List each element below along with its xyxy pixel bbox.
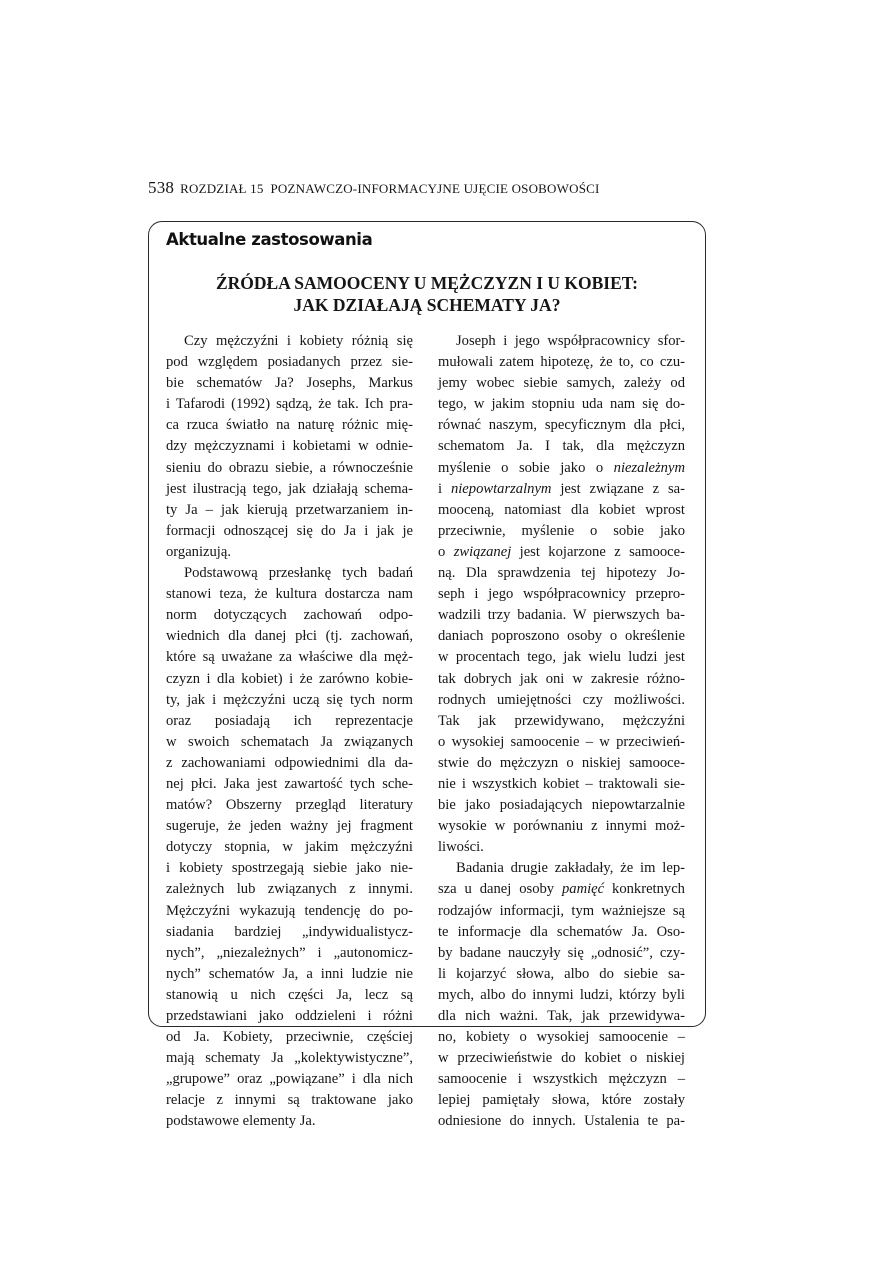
- text-line: zależnych lub związanych z innymi.: [166, 881, 413, 898]
- text-line: w przeciwieństwie do kobiet o niskiej: [438, 1050, 685, 1067]
- box-label: Aktualne zastosowania: [166, 230, 373, 249]
- text-line: Czy mężczyźni i kobiety różnią się: [184, 333, 413, 349]
- text-line: ty, jak i mężczyźni uczą się tych norm: [166, 691, 413, 708]
- text-line: samoocenie i wszystkich mężczyzn –: [438, 1071, 685, 1088]
- text-line: wysokie w porównaniu z innymi moż-: [438, 818, 685, 835]
- text-line: i Tafarodi (1992) sądzą, że tak. Ich pra-: [166, 396, 413, 413]
- emphasis: pamięć: [561, 881, 605, 898]
- right-column: [438, 331, 685, 1133]
- text-line: seph i jego współpracownicy przepro-: [438, 586, 685, 603]
- text-line: ca rzuca światło na naturę różnic mię-: [166, 417, 413, 434]
- text-line: czyzn i dla kobiet) i że zarówno kobie-: [166, 670, 413, 687]
- text-line: sieniu do obrazu siebie, a równocześnie: [166, 459, 413, 476]
- text-line: by badane nauczyły się „odnosić”, czy-: [438, 944, 685, 961]
- text-line: stwie do mężczyzn o niskiej samooce-: [438, 754, 685, 771]
- text-line: Joseph i jego współpracownicy sfor-: [456, 333, 685, 349]
- text-line: organizują.: [166, 543, 231, 560]
- text-line: oraz posiadają ich reprezentacje: [166, 712, 413, 729]
- text-line: formacji odnoszącej się do Ja i jak je: [166, 522, 413, 539]
- text-line: które są uważane za właściwe dla męż-: [166, 649, 413, 666]
- text-line: sza u danej osoby pamięć konkretnych: [438, 881, 685, 898]
- box-title-line: ŹRÓDŁA SAMOOCENY U MĘŻCZYZN I U KOBIET:: [216, 273, 638, 293]
- text-line: mych, albo do innymi ludzi, którzy byli: [438, 986, 685, 1003]
- text-line: myślenie o sobie jako o niezależnym: [438, 459, 685, 476]
- text-line: tak dobrych jak oni w zakresie różno-: [438, 670, 685, 687]
- page-number: 538: [148, 178, 175, 197]
- box-title: [160, 272, 694, 316]
- text-line: i kobiety spostrzegają siebie jako nie-: [166, 860, 413, 877]
- text-line: Podstawową przesłankę tych badań: [184, 565, 413, 582]
- text-line: schematom Ja. I tak, dla mężczyzn: [438, 438, 685, 455]
- text-line: li kojarzyć słowa, albo do siebie sa-: [438, 965, 685, 982]
- text-line: Mężczyźni wykazują tendencję do po-: [166, 902, 413, 919]
- text-line: nych”, „niezależnych” i „autonomicz-: [166, 944, 413, 961]
- text-line: stanowią u nich części Ja, lecz są: [166, 986, 413, 1003]
- text-line: „grupowe” oraz „powiązane” i dla nich: [166, 1071, 413, 1088]
- text-line: daniach poproszono osoby o określenie: [438, 628, 685, 645]
- text-line: w swoich schematach Ja związanych: [166, 733, 413, 750]
- text-line: nych” schematów Ja, a inni ludzie nie: [166, 965, 413, 982]
- text-line: mają schematy Ja „kolektywistyczne”,: [166, 1050, 413, 1067]
- text-line: z zachowaniami odpowiednimi dla da-: [166, 754, 413, 771]
- text-line: odniesione do innych. Ustalenia te pa-: [438, 1113, 685, 1130]
- text-line: wiednich dla danej płci (tj. zachowań,: [166, 628, 413, 645]
- text-line: jest ilustracją tego, jak działają schema-: [166, 480, 413, 497]
- text-line: od Ja. Kobiety, przeciwnie, częściej: [166, 1029, 413, 1046]
- text-line: i niepowtarzalnym jest związane z sa-: [438, 480, 686, 497]
- text-line: równać naszym, specyficznym dla płci,: [438, 417, 685, 434]
- text-line: jemy wobec siebie samych, zależy od: [438, 375, 685, 392]
- text-line: relacje z innymi są traktowane jako: [166, 1092, 413, 1109]
- text-line: mułowali zatem hipotezę, że to, co czu-: [438, 354, 685, 371]
- text-line: stanowi teza, że kultura dostarcza nam: [166, 586, 413, 603]
- text-line: w procentach tego, jak wielu ludzi jest: [438, 649, 685, 666]
- running-header: [148, 178, 600, 198]
- text-line: lepiej pamiętały słowa, które zostały: [438, 1092, 685, 1109]
- text-line: przedstawiani jako oddzieleni i różni: [166, 1008, 413, 1024]
- running-title: ROZDZIAŁ 15 POZNAWCZO-INFORMACYJNE UJĘCIE OSOBOWOŚCI: [180, 181, 600, 196]
- text-line: sugeruje, że jeden ważny jej fragment: [166, 818, 413, 835]
- text-line: dzy mężczyznami i kobietami w odnie-: [166, 438, 413, 455]
- left-column: [166, 331, 413, 1133]
- text-line: podstawowe elementy Ja.: [166, 1113, 316, 1130]
- text-line: mooceną, natomiast dla kobiet wprost: [438, 501, 685, 518]
- text-line: wadzili trzy badania. W pierwszych ba-: [438, 607, 685, 624]
- text-line: rodzajów informacji, tym ważniejsze są: [438, 902, 685, 919]
- text-line: Tak jak przewidywano, mężczyźni: [438, 712, 685, 729]
- text-line: te informacje dla schematów Ja. Oso-: [438, 923, 685, 940]
- text-line: matów? Obszerny przegląd literatury: [166, 797, 413, 814]
- text-line: przeciwnie, myślenie o sobie jako: [438, 522, 685, 539]
- text-line: siadania bardziej „indywidualistycz-: [166, 923, 413, 940]
- text-line: Badania drugie zakładały, że im lep-: [456, 860, 685, 877]
- text-line: pod względem posiadanych przez sie-: [166, 354, 413, 371]
- text-line: bie jako posiadających niepowtarzalnie: [438, 797, 685, 814]
- text-line: liwości.: [438, 839, 484, 856]
- text-line: o wysokiej samoocenie – w przeciwień-: [438, 733, 685, 750]
- emphasis: związanej: [453, 543, 512, 560]
- text-line: dotyczy stopnia, w jakim mężczyźni: [166, 839, 413, 856]
- text-line: norm dotyczących zachowań odpo-: [166, 607, 413, 624]
- text-line: o związanej jest kojarzone z samooce-: [438, 543, 685, 560]
- text-line: ną. Dla sprawdzenia tej hipotezy Jo-: [438, 565, 685, 582]
- emphasis: niezależnym: [613, 459, 685, 476]
- text-line: rodnych umiejętności czy możliwości.: [438, 691, 685, 708]
- text-line: nie i wszystkich kobiet – traktowali sie-: [438, 775, 685, 792]
- text-line: bie schematów Ja? Josephs, Markus: [166, 375, 413, 392]
- emphasis: niepowtarzalnym: [450, 480, 552, 497]
- text-line: ty Ja – jak kierują przetwarzaniem in-: [166, 501, 413, 518]
- box-title-line: JAK DZIAŁAJĄ SCHEMATY JA?: [293, 295, 561, 315]
- text-line: dla nich ważni. Tak, jak przewidywa-: [438, 1008, 685, 1024]
- text-line: no, kobiety o wysokiej samoocenie –: [438, 1029, 685, 1046]
- text-line: nej płci. Jaka jest zawartość tych sche-: [166, 775, 413, 792]
- text-line: tego, w jakim stopniu uda nam się do-: [438, 396, 685, 413]
